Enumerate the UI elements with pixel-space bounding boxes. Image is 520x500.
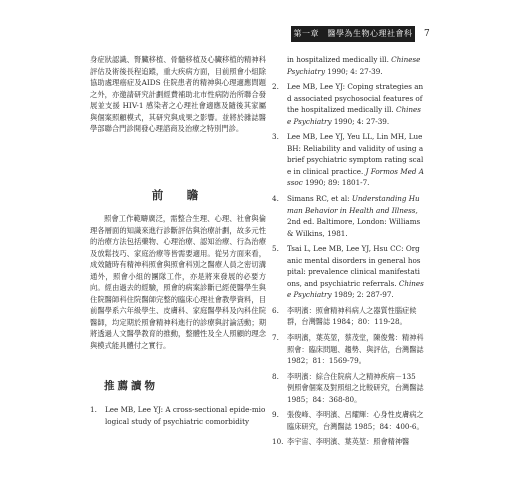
text-line: 家庭治療等皆需要適用。從另方面來看， <box>134 248 267 258</box>
reference-text: 李明濱，葉英堃，蔡茂堂，陳俊鶯：精神科照會：臨床問題、趨勢、與評估，台灣醫誌 1982；81：1569-79。 <box>287 333 424 366</box>
reference-journal: Chinese Psychiatry <box>287 278 424 300</box>
reference-item <box>272 332 424 367</box>
reference-text: 張俊峰、李明濱、呂耀輝：心身性皮膚病之臨床研究，台灣醫誌 1985；84：400-6。 <box>287 410 424 431</box>
reference-tail: 1990; 4: 27-39. <box>325 66 383 76</box>
text-line: 照會工作範疇廣泛，需整合生理、心理、社 <box>104 214 244 223</box>
text-line: 療計劃，故多元性的治療方法包括藥物、心 <box>90 225 267 247</box>
text-line: 診療與討論活動；期將透過人文醫學教育的 <box>90 317 267 339</box>
page-number: 7 <box>424 29 430 39</box>
intro-paragraph <box>90 54 266 135</box>
text-line: 移植的精神科評估及術後長程追蹤，重大疾病 <box>90 55 267 76</box>
reference-number: 2. <box>272 82 279 92</box>
text-line: 亦是將來發展的必要方向。經由過去的經 <box>90 271 266 293</box>
reference-text: Simans RC, et al: <box>287 194 352 204</box>
text-line: 成效隨時有精神科照會與照會科別之醫療 <box>90 260 223 270</box>
text-line: 外，亦邀請研究計劃經費補助北市性病防治 <box>97 89 237 99</box>
left-column <box>90 54 266 135</box>
reference-item <box>272 371 424 406</box>
reference-item <box>272 409 424 432</box>
text-line: 體付之實行。 <box>126 341 171 351</box>
text-line: 前醫學系六年級學生、皮膚科、家庭醫學科 <box>90 306 230 316</box>
reference-tail: 1990; 4: 27-39. <box>331 116 390 126</box>
reference-text: Lee MB, Lee YJ, Yeu LL, Lin MH, Lue BH: Reliability and validity of using a brief psychiatric symptom rating scale in clinical practice. <box>287 132 424 176</box>
reference-number: 8. <box>272 371 279 381</box>
first-reference-block <box>90 404 266 427</box>
text-line: 與成果之影響。並將於雜誌醫學部聯合門診 <box>90 112 267 134</box>
text-line: AIDS 住院患者的精神與心理適應問題之 <box>90 78 266 99</box>
reference-number: 3. <box>272 132 279 142</box>
chapter-header: 第一章 醫學為生物心理社會科學 <box>291 26 415 42</box>
reference-tail: 2nd ed. Baltimore, London: Williams & Wilkins, 1981. <box>287 217 421 238</box>
reference-number: 9. <box>272 410 279 420</box>
reference-text: 李明濱：綜合住院病人之精神疾病－135 例照會個案及對照組之比較研究，台灣醫誌 1985；84：368-80。 <box>287 371 424 404</box>
reference-number: 5. <box>272 244 279 254</box>
foreword-body <box>90 213 266 352</box>
text-line: 驗，照會的病案診斷已經使醫學生與住院醫 <box>90 283 267 304</box>
section-title-foreword: 前 瞻 <box>151 188 205 202</box>
reference-number: 7. <box>272 333 279 343</box>
reference-item <box>272 131 424 189</box>
foreword-paragraph <box>90 213 266 352</box>
reference-text: 李明濱：照會精神科病人之器質性腦症候群，台灣醫誌 1984；80：119-28。 <box>287 305 417 327</box>
reference-number: 1. <box>90 405 97 414</box>
reference-journal: Chinese Psychiatry <box>287 55 421 76</box>
reference-text: Lee MB, Lee YJ: Coping strategies and associated psychosocial features of the hospitalized medically ill. <box>287 82 424 115</box>
reference-text: Tsai L, Lee MB, Lee YJ, Hsu CC: Organic mental disorders in general hospital: prevalence clinical manifestations, and psychiatric referrals. <box>287 244 421 288</box>
reference-item <box>272 81 424 127</box>
reference-text: Lee MB, Lee YJ: A cross-sectional epide-miological study of psychiatric comorbidity <box>105 405 266 426</box>
right-column <box>272 54 424 448</box>
reference-item <box>90 404 266 427</box>
reference-tail: 1990; 89: 1801-7. <box>302 178 370 188</box>
text-line: 會與倫理各層面的知識來進行診斷評估與治 <box>90 214 266 235</box>
reference-tail: 1989; 2: 287-97. <box>331 290 394 300</box>
text-line: 方面，目前照會小組除協助處理癌症及 <box>90 66 267 88</box>
text-line: 推動，整體性及全人照顧的理念與模式能具 <box>90 329 267 351</box>
reference-text: 李宇宙、李明濱、葉英堃：照會精神醫 <box>287 437 410 447</box>
reference-item <box>272 193 424 239</box>
reference-item <box>272 436 424 448</box>
reference-number: 4. <box>272 194 279 204</box>
reference-journal: J Formos Med Assoc <box>287 166 424 188</box>
reference-number: 10. <box>272 437 284 447</box>
reference-item <box>272 54 424 77</box>
text-line: 開發心理諮商及治療之特別門診。 <box>133 124 244 134</box>
reference-item <box>272 305 424 328</box>
reference-text: in hospitalized medically ill. <box>287 55 392 64</box>
reference-journal: Chinese Psychiatry <box>287 105 421 126</box>
section-title-recommended-reading: 推薦讀物 <box>104 380 158 392</box>
text-line: 理治療、認知治療、行為治療及放鬆技巧、 <box>90 237 267 258</box>
reference-item <box>272 243 424 301</box>
text-line: 師科住院醫師完整的臨床心理社會教學資料，目 <box>112 294 267 304</box>
text-line: 適應及隨後其家屬與個案照顧模式，其研究 <box>90 101 267 122</box>
text-line: 及內科住院醫師，均定期於照會精神科進行的 <box>90 306 267 327</box>
text-line: 所聯合發展並支援 HIV-1 感染者之心理社會 <box>90 89 267 111</box>
reference-number: 6. <box>272 305 279 315</box>
reference-journal: Understanding Human Behavior in Health and Illness, <box>287 194 420 215</box>
text-line: 身症狀認識、腎臟移植、骨髓移植及心臟 <box>90 55 223 64</box>
text-line: 人員之密切溝通外，照會小組的團隊工作， <box>90 260 267 281</box>
